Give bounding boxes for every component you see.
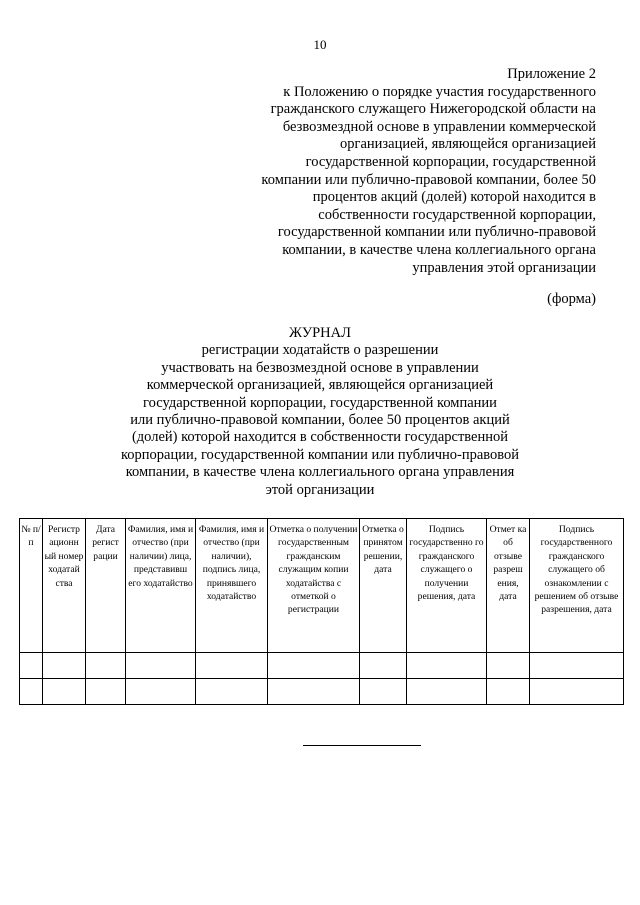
table-cell [530,653,624,679]
appendix-title: Приложение 2 [507,66,596,82]
table-cell [407,653,487,679]
journal-subtitle-line: компании, в качестве члена коллегиального органа управления [125,464,515,481]
journal-subtitle-line: (долей) которой находится в собственности государственной [131,429,509,446]
separator-line [303,745,421,746]
appendix-header [176,66,596,277]
column-header-receiver-name: Фамилия, имя и отчество (при наличии), подпись лица, принявшего ходатайство [196,519,268,653]
appendix-line: государственной корпорации, государственной [305,153,596,170]
table-cell [20,653,43,679]
appendix-line: компании, в качестве члена коллегиального органа [282,241,596,258]
journal-subtitle-line: коммерческой организацией, являющейся организацией [146,377,494,394]
column-header-revocation-acknowledgement: Подпись государственного гражданского служащего об ознакомлении с решением об отзыве разрешения, дата [530,519,624,653]
column-header-number: № п/п [20,519,43,653]
journal-subtitle-line: государственной корпорации, государственной компании [143,394,497,411]
table-cell [360,653,407,679]
table-cell [86,679,126,705]
table-cell [407,679,487,705]
table-cell [196,679,268,705]
table-cell [487,653,530,679]
column-header-applicant-name: Фамилия, имя и отчество (при наличии) лица, представивш его ходатайство [126,519,196,653]
journal-subtitle-line: регистрации ходатайств о разрешении [201,342,439,359]
journal-subtitle-line: или публично-правовой компании, более 50 процентов акций [130,412,510,429]
table-cell [487,679,530,705]
table-cell [43,679,86,705]
form-label: (форма) [547,291,596,307]
table-cell [86,653,126,679]
table-cell [126,653,196,679]
table-cell [360,679,407,705]
table-cell [268,653,360,679]
table-cell [43,653,86,679]
appendix-line: компании или публично-правовой компании, более 50 [261,171,596,188]
table-cell [20,679,43,705]
table-row [20,679,624,705]
page-number: 10 [313,37,327,52]
table-row [20,653,624,679]
table-cell [268,679,360,705]
column-header-decision-receipt-signature: Подпись государственно го гражданского служащего о получении решения, дата [407,519,487,653]
journal-subtitle-line: участвовать на безвозмездной основе в управлении [161,359,479,376]
column-header-copy-receipt-mark: Отметка о получении государственным гражданским служащим копии ходатайства с отметкой о регистрации [268,519,360,653]
table-header-row [20,519,624,653]
column-header-registration-number: Регистр ационн ый номер ходатай ства [43,519,86,653]
column-header-revocation-mark: Отмет ка об отзыве разреш ения, дата [487,519,530,653]
appendix-line: государственной компании или публично-правовой [277,224,596,241]
appendix-line: организацией, являющейся организацией [340,136,596,153]
appendix-line: к Положению о порядке участия государственного [283,83,596,100]
journal-title: ЖУРНАЛ [289,325,351,341]
column-header-decision-mark: Отметка о принятом решении, дата [360,519,407,653]
table-cell [126,679,196,705]
table-cell [530,679,624,705]
appendix-line: управления этой организации [412,259,596,276]
journal-subtitle-line: этой организации [265,481,375,498]
journal-subtitle-line: корпорации, государственной компании или публично-правовой [120,446,520,463]
appendix-line: процентов акций (долей) которой находится в [312,189,596,206]
journal-heading [0,325,640,499]
appendix-line: собственности государственной корпорации, [318,206,596,223]
journal-table [19,518,624,705]
appendix-line: гражданского служащего Нижегородской области на [270,101,596,118]
appendix-line: безвозмездной основе в управлении коммерческой [282,118,596,135]
column-header-registration-date: Дата регист рации [86,519,126,653]
table-cell [196,653,268,679]
